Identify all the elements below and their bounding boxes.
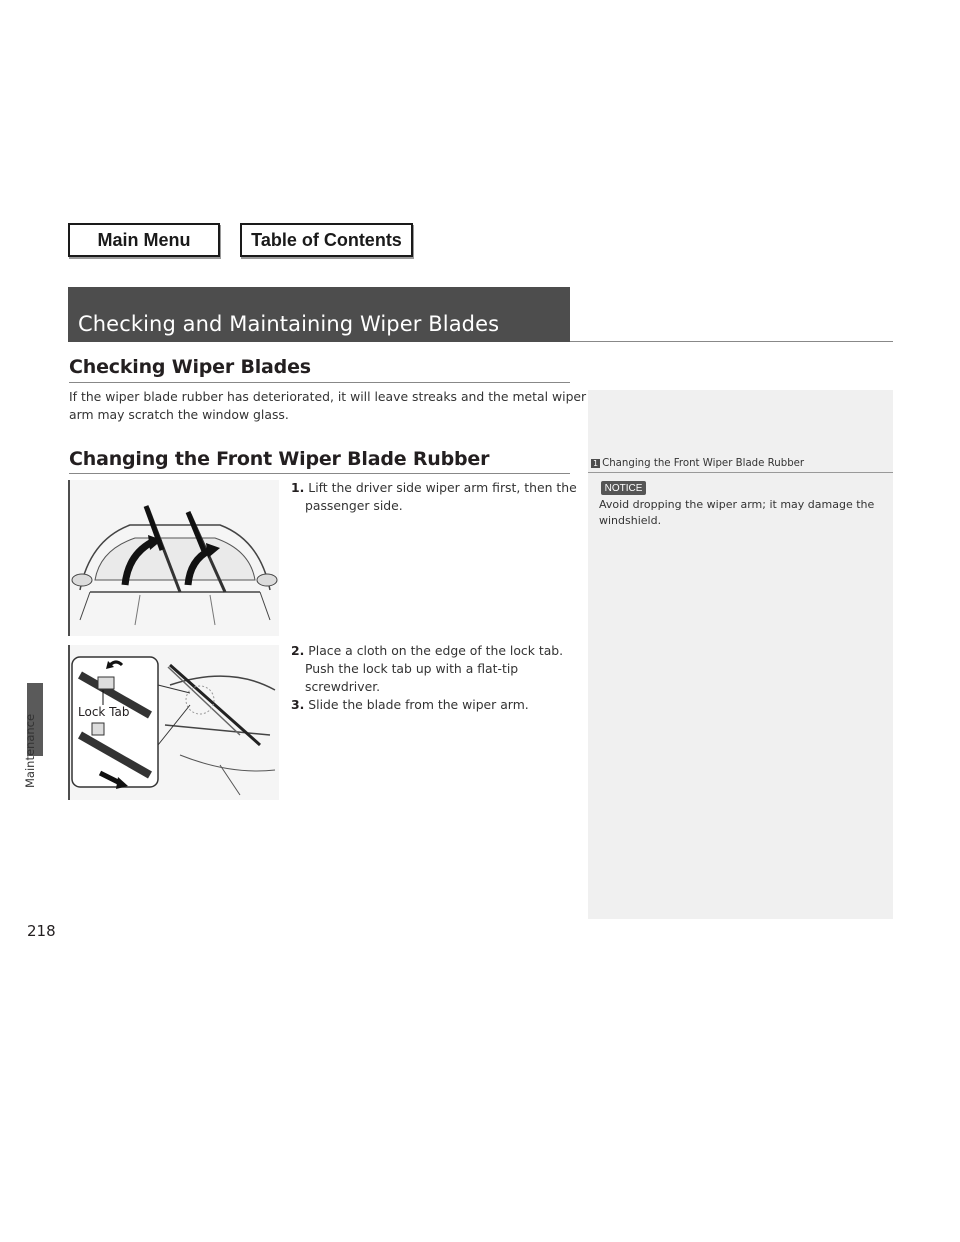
main-menu-button[interactable]: Main Menu [68,223,220,257]
section-title: Checking and Maintaining Wiper Blades [78,312,500,336]
sidebar-ref-title [591,458,804,469]
notice-text: Avoid dropping the wiper arm; it may damage the windshield. [599,498,875,527]
step-2-line-3: screwdriver. [305,679,381,694]
sidebar-ref-number: 1 [593,459,599,468]
step-2-line-2: Push the lock tab up with a flat-tip [305,661,519,676]
figure-wiper-arms-lifted [68,480,279,636]
table-of-contents-button[interactable]: Table of Contents [240,223,413,257]
chapter-label: Maintenance [23,713,37,788]
figure-lock-tab [68,645,279,800]
step-3-line-1: Slide the blade from the wiper arm. [308,697,529,712]
checking-body-line-2: arm may scratch the window glass. [69,407,289,422]
step-2-line-1: Place a cloth on the edge of the lock tab. [308,643,564,658]
checking-heading: Checking Wiper Blades [69,356,311,378]
page-number: 218 [27,922,56,940]
checking-heading-rule [69,382,570,383]
sidebar-note-box [588,390,893,919]
lock-tab-label: Lock Tab [78,705,130,719]
step-2-number: 2. [291,643,305,658]
step-1-line-2: passenger side. [305,498,403,513]
sidebar-ref-rule [588,472,893,473]
changing-heading: Changing the Front Wiper Blade Rubber [69,448,490,470]
notice-badge: NOTICE [601,481,646,495]
changing-heading-rule [69,473,570,474]
step-1-number: 1. [291,480,305,495]
step-1 [291,478,577,497]
section-rule [570,341,893,342]
step-3 [291,695,529,714]
sidebar-ref-title-text: Changing the Front Wiper Blade Rubber [602,458,805,469]
step-2 [291,641,563,660]
wiper-arms-illustration [70,480,279,636]
lock-tab-illustration [70,645,279,800]
step-1-line-1: Lift the driver side wiper arm first, then the [308,480,577,495]
step-3-number: 3. [291,697,305,712]
checking-body-line-1: If the wiper blade rubber has deteriorated, it will leave streaks and the metal wiper [69,389,587,404]
